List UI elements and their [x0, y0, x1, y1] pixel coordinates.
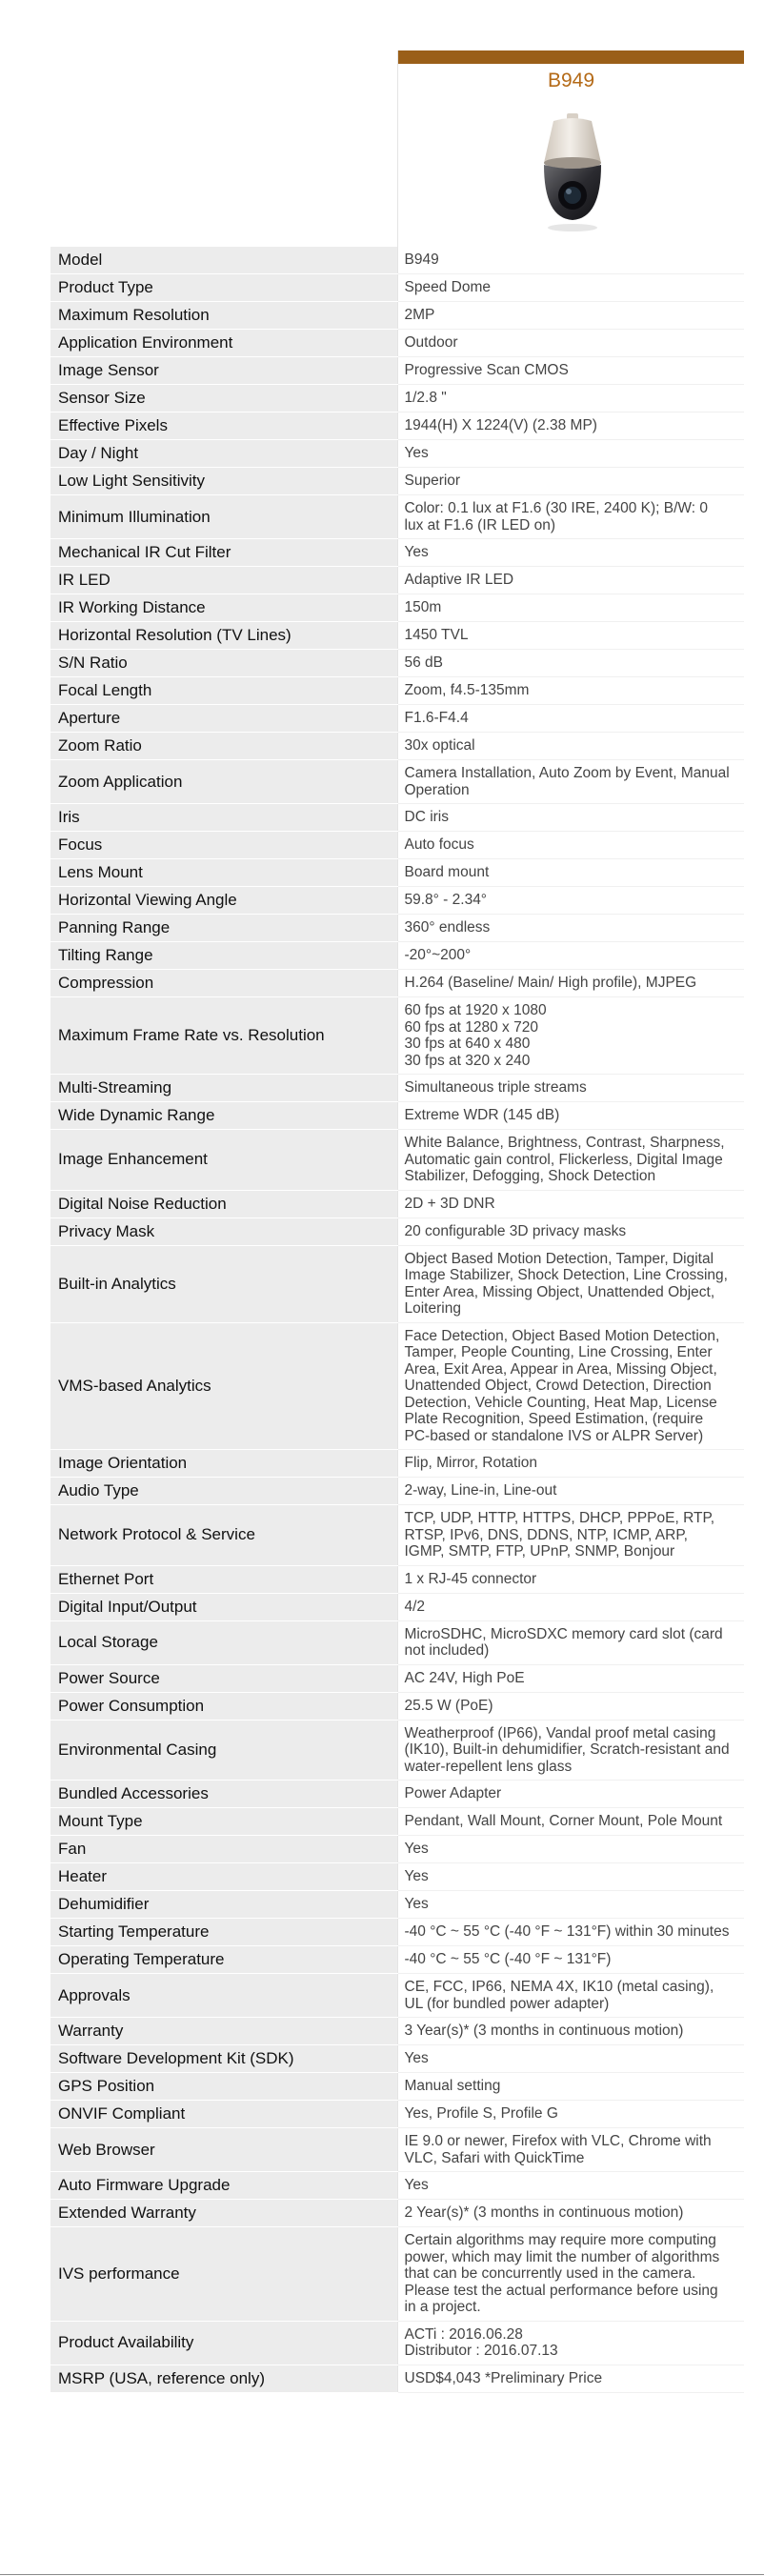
spec-row: [50, 970, 744, 997]
product-header: [397, 50, 744, 247]
spec-label: Mechanical IR Cut Filter: [50, 539, 397, 567]
spec-value: ACTi : 2016.06.28 Distributor : 2016.07.13: [397, 2321, 744, 2365]
camera-product-image: [525, 113, 620, 237]
spec-label: Operating Temperature: [50, 1946, 397, 1974]
spec-label: Built-in Analytics: [50, 1245, 397, 1322]
spec-value: Object Based Motion Detection, Tamper, Digital Image Stabilizer, Shock Detection, Line Crossing, Enter Area, Missing Object, Unattended Object, Loitering: [397, 1245, 744, 1322]
spec-value: Adaptive IR LED: [397, 567, 744, 594]
spec-label: Mount Type: [50, 1808, 397, 1836]
spec-value: Weatherproof (IP66), Vandal proof metal casing (IK10), Built-in dehumidifier, Scratch-resistant and water-repellent lens glass: [397, 1720, 744, 1781]
spec-label: Bundled Accessories: [50, 1781, 397, 1808]
spec-label: Image Enhancement: [50, 1130, 397, 1191]
spec-label: Network Protocol & Service: [50, 1505, 397, 1566]
spec-value: Camera Installation, Auto Zoom by Event, Manual Operation: [397, 760, 744, 804]
spec-value: 56 dB: [397, 650, 744, 677]
spec-row: [50, 1190, 744, 1218]
spec-value: AC 24V, High PoE: [397, 1664, 744, 1692]
spec-value: 25.5 W (PoE): [397, 1692, 744, 1720]
spec-value: 20 configurable 3D privacy masks: [397, 1218, 744, 1245]
spec-row: [50, 2321, 744, 2365]
spec-row: [50, 274, 744, 302]
header-accent-bar: [398, 50, 744, 64]
spec-value: F1.6-F4.4: [397, 705, 744, 733]
spec-label: Compression: [50, 970, 397, 997]
spec-row: [50, 495, 744, 539]
spec-value: H.264 (Baseline/ Main/ High profile), MJPEG: [397, 970, 744, 997]
spec-value: 2-way, Line-in, Line-out: [397, 1478, 744, 1505]
product-name[interactable]: B949: [547, 70, 595, 91]
spec-row: [50, 1565, 744, 1593]
spec-label: Digital Noise Reduction: [50, 1190, 397, 1218]
spec-row: [50, 1593, 744, 1620]
spec-label: IR LED: [50, 567, 397, 594]
spec-label: Image Orientation: [50, 1450, 397, 1478]
spec-label: Audio Type: [50, 1478, 397, 1505]
spec-label: Image Sensor: [50, 357, 397, 385]
spec-row: [50, 539, 744, 567]
spec-row: [50, 468, 744, 495]
spec-label: Fan: [50, 1836, 397, 1863]
spec-label: Effective Pixels: [50, 413, 397, 440]
spec-label: Sensor Size: [50, 385, 397, 413]
spec-value: Manual setting: [397, 2073, 744, 2101]
spec-label: Ethernet Port: [50, 1565, 397, 1593]
spec-value: USD$4,043 *Preliminary Price: [397, 2365, 744, 2392]
spec-value: CE, FCC, IP66, NEMA 4X, IK10 (metal casing), UL (for bundled power adapter): [397, 1974, 744, 2018]
spec-value: 60 fps at 1920 x 1080 60 fps at 1280 x 720 30 fps at 640 x 480 30 fps at 320 x 240: [397, 997, 744, 1075]
spec-row: [50, 567, 744, 594]
spec-label: Auto Firmware Upgrade: [50, 2172, 397, 2200]
spec-value: Yes: [397, 539, 744, 567]
spec-value: Face Detection, Object Based Motion Detection, Tamper, People Counting, Line Crossing, Enter Area, Exit Area, Appear in Area, Missing Object, Unattended Object, Crowd Detection, Direction Detection, Vehicle Counting, Heat Map, License Plate Recognition, Speed Estimation, (require PC-based or standalone IVS or ALPR Server): [397, 1322, 744, 1450]
spec-value: 2 Year(s)* (3 months in continuous motion): [397, 2200, 744, 2227]
spec-row: [50, 1974, 744, 2018]
spec-value: 360° endless: [397, 915, 744, 942]
spec-label: Zoom Ratio: [50, 733, 397, 760]
spec-value: Speed Dome: [397, 274, 744, 302]
spec-value: 4/2: [397, 1593, 744, 1620]
spec-label: Focal Length: [50, 677, 397, 705]
spec-label: Product Type: [50, 274, 397, 302]
spec-label: IR Working Distance: [50, 594, 397, 622]
spec-label: Panning Range: [50, 915, 397, 942]
spec-value: 30x optical: [397, 733, 744, 760]
spec-label: Extended Warranty: [50, 2200, 397, 2227]
spec-value: Flip, Mirror, Rotation: [397, 1450, 744, 1478]
spec-row: [50, 2101, 744, 2128]
spec-row: [50, 1322, 744, 1450]
spec-label: Power Consumption: [50, 1692, 397, 1720]
spec-row: [50, 1891, 744, 1919]
spec-label: Environmental Casing: [50, 1720, 397, 1781]
spec-value: 2MP: [397, 302, 744, 330]
spec-row: [50, 832, 744, 859]
spec-label: Application Environment: [50, 330, 397, 357]
spec-label: Maximum Resolution: [50, 302, 397, 330]
spec-label: Low Light Sensitivity: [50, 468, 397, 495]
spec-row: [50, 1863, 744, 1891]
spec-row: [50, 705, 744, 733]
spec-row: [50, 887, 744, 915]
spec-value: Color: 0.1 lux at F1.6 (30 IRE, 2400 K); B/W: 0 lux at F1.6 (IR LED on): [397, 495, 744, 539]
spec-label: Maximum Frame Rate vs. Resolution: [50, 997, 397, 1075]
spec-row: [50, 330, 744, 357]
spec-row: [50, 1218, 744, 1245]
spec-row: [50, 1478, 744, 1505]
spec-label: Wide Dynamic Range: [50, 1102, 397, 1130]
spec-value: -20°~200°: [397, 942, 744, 970]
spec-table: [50, 247, 744, 2393]
spec-label: Multi-Streaming: [50, 1075, 397, 1102]
spec-label: Horizontal Resolution (TV Lines): [50, 622, 397, 650]
spec-label: Horizontal Viewing Angle: [50, 887, 397, 915]
spec-value: Yes: [397, 1891, 744, 1919]
spec-value: Outdoor: [397, 330, 744, 357]
spec-label: Aperture: [50, 705, 397, 733]
spec-label: Product Availability: [50, 2321, 397, 2365]
spec-row: [50, 2365, 744, 2392]
spec-row: [50, 1130, 744, 1191]
spec-table-body: [50, 247, 744, 2392]
spec-value: Yes: [397, 2045, 744, 2073]
spec-value: Extreme WDR (145 dB): [397, 1102, 744, 1130]
spec-row: [50, 1075, 744, 1102]
spec-label: Web Browser: [50, 2128, 397, 2172]
spec-label: Day / Night: [50, 440, 397, 468]
spec-value: Simultaneous triple streams: [397, 1075, 744, 1102]
spec-row: [50, 1505, 744, 1566]
spec-row: [50, 2172, 744, 2200]
spec-row: [50, 2018, 744, 2045]
spec-row: [50, 302, 744, 330]
spec-label: Heater: [50, 1863, 397, 1891]
spec-value: Yes: [397, 440, 744, 468]
spec-value: Yes: [397, 2172, 744, 2200]
spec-row: [50, 942, 744, 970]
spec-label: Power Source: [50, 1664, 397, 1692]
spec-row: [50, 2045, 744, 2073]
spec-label: IVS performance: [50, 2227, 397, 2322]
spec-value: Auto focus: [397, 832, 744, 859]
spec-value: 150m: [397, 594, 744, 622]
spec-row: [50, 1919, 744, 1946]
spec-label: Iris: [50, 804, 397, 832]
spec-label: Starting Temperature: [50, 1919, 397, 1946]
spec-label: Tilting Range: [50, 942, 397, 970]
spec-value: 1/2.8 ": [397, 385, 744, 413]
spec-value: Yes, Profile S, Profile G: [397, 2101, 744, 2128]
spec-label: Minimum Illumination: [50, 495, 397, 539]
spec-row: [50, 2200, 744, 2227]
spec-value: Pendant, Wall Mount, Corner Mount, Pole Mount: [397, 1808, 744, 1836]
spec-label: Privacy Mask: [50, 1218, 397, 1245]
spec-label: S/N Ratio: [50, 650, 397, 677]
spec-row: [50, 1720, 744, 1781]
spec-row: [50, 385, 744, 413]
spec-row: [50, 677, 744, 705]
spec-row: [50, 1620, 744, 1664]
spec-row: [50, 760, 744, 804]
spec-label: Warranty: [50, 2018, 397, 2045]
spec-row: [50, 594, 744, 622]
spec-value: Progressive Scan CMOS: [397, 357, 744, 385]
spec-row: [50, 622, 744, 650]
spec-row: [50, 1836, 744, 1863]
spec-label: MSRP (USA, reference only): [50, 2365, 397, 2392]
spec-label: Local Storage: [50, 1620, 397, 1664]
spec-row: [50, 1781, 744, 1808]
spec-row: [50, 1450, 744, 1478]
spec-label: Software Development Kit (SDK): [50, 2045, 397, 2073]
spec-value: 3 Year(s)* (3 months in continuous motion): [397, 2018, 744, 2045]
spec-row: [50, 413, 744, 440]
spec-value: Superior: [397, 468, 744, 495]
spec-row: [50, 997, 744, 1075]
spec-value: MicroSDHC, MicroSDXC memory card slot (card not included): [397, 1620, 744, 1664]
spec-label: Dehumidifier: [50, 1891, 397, 1919]
spec-row: [50, 1946, 744, 1974]
spec-value: 59.8° - 2.34°: [397, 887, 744, 915]
spec-value: Power Adapter: [397, 1781, 744, 1808]
spec-label: Digital Input/Output: [50, 1593, 397, 1620]
spec-row: [50, 2128, 744, 2172]
bottom-divider: [0, 2574, 764, 2575]
spec-row: [50, 1664, 744, 1692]
spec-row: [50, 859, 744, 887]
spec-row: [50, 2073, 744, 2101]
spec-row: [50, 733, 744, 760]
spec-row: [50, 2227, 744, 2322]
spec-row: [50, 1808, 744, 1836]
spec-value: 1450 TVL: [397, 622, 744, 650]
spec-label: Zoom Application: [50, 760, 397, 804]
spec-label: Lens Mount: [50, 859, 397, 887]
spec-label: Model: [50, 247, 397, 274]
spec-row: [50, 650, 744, 677]
spec-label: Approvals: [50, 1974, 397, 2018]
spec-row: [50, 440, 744, 468]
spec-value: IE 9.0 or newer, Firefox with VLC, Chrome with VLC, Safari with QuickTime: [397, 2128, 744, 2172]
spec-value: Board mount: [397, 859, 744, 887]
spec-value: B949: [397, 247, 744, 274]
spec-value: Zoom, f4.5-135mm: [397, 677, 744, 705]
spec-value: 2D + 3D DNR: [397, 1190, 744, 1218]
spec-label: ONVIF Compliant: [50, 2101, 397, 2128]
spec-value: Yes: [397, 1863, 744, 1891]
spec-value: -40 °C ~ 55 °C (-40 °F ~ 131°F): [397, 1946, 744, 1974]
spec-value: TCP, UDP, HTTP, HTTPS, DHCP, PPPoE, RTP, RTSP, IPv6, DNS, DDNS, NTP, ICMP, ARP, IGMP, SMTP, FTP, UPnP, SNMP, Bonjour: [397, 1505, 744, 1566]
spec-value: Certain algorithms may require more computing power, which may limit the number of algorithms that can be concurrently used in the camera. Please test the actual performance before using in a project.: [397, 2227, 744, 2322]
spec-value: White Balance, Brightness, Contrast, Sharpness, Automatic gain control, Flickerless, Digital Image Stabilizer, Defogging, Shock Detection: [397, 1130, 744, 1191]
spec-row: [50, 915, 744, 942]
spec-row: [50, 804, 744, 832]
spec-row: [50, 1692, 744, 1720]
spec-label: Focus: [50, 832, 397, 859]
spec-value: 1 x RJ-45 connector: [397, 1565, 744, 1593]
spec-row: [50, 357, 744, 385]
spec-value: Yes: [397, 1836, 744, 1863]
spec-row: [50, 1102, 744, 1130]
spec-label: GPS Position: [50, 2073, 397, 2101]
spec-value: -40 °C ~ 55 °C (-40 °F ~ 131°F) within 30 minutes: [397, 1919, 744, 1946]
spec-value: DC iris: [397, 804, 744, 832]
spec-row: [50, 247, 744, 274]
spec-label: VMS-based Analytics: [50, 1322, 397, 1450]
spec-value: 1944(H) X 1224(V) (2.38 MP): [397, 413, 744, 440]
spec-row: [50, 1245, 744, 1322]
